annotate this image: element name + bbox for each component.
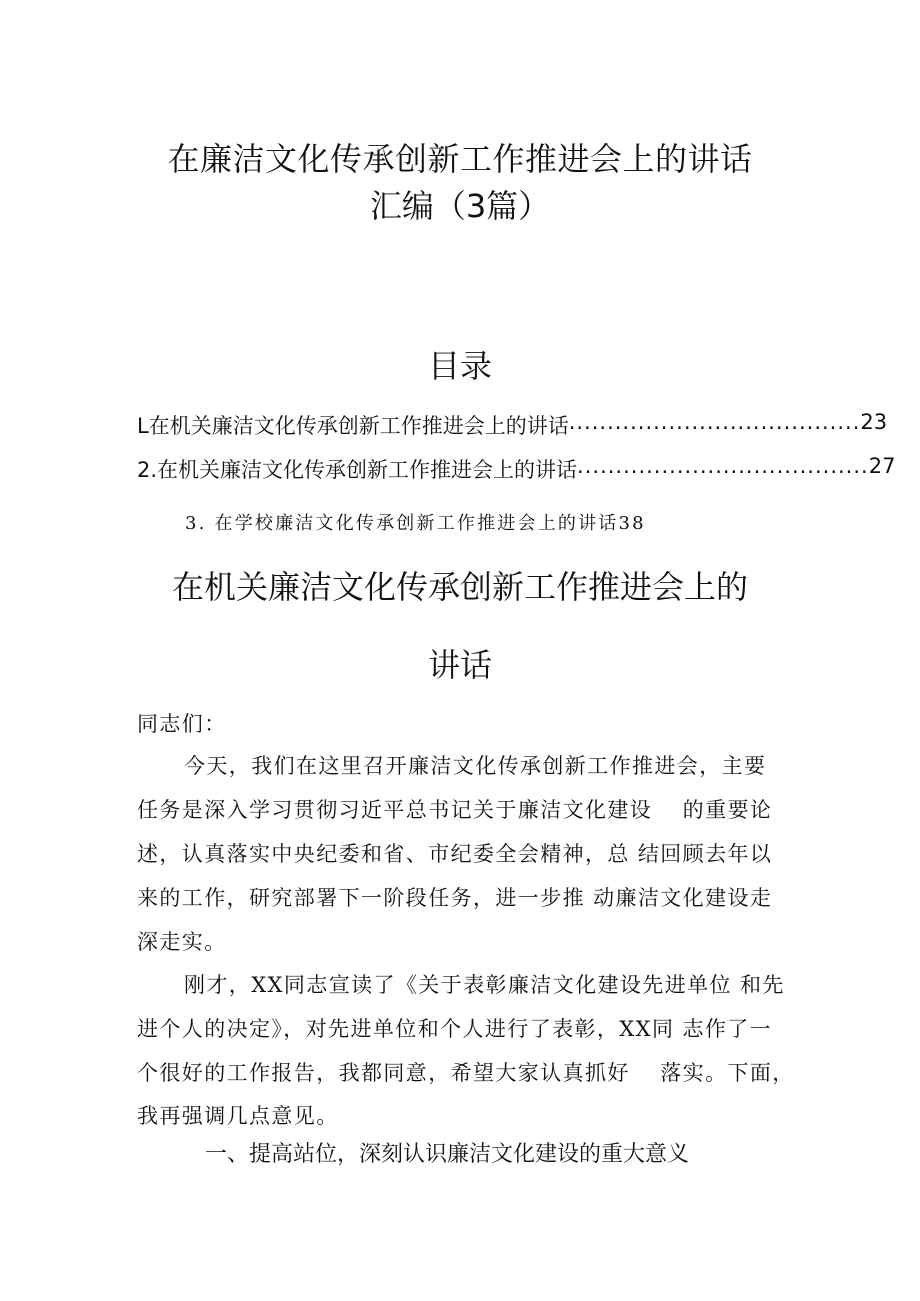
- body-line: 今天，我们在这里召开廉洁文化传承创新工作推进会，主要: [184, 754, 767, 778]
- salutation: 同志们：: [137, 712, 227, 736]
- toc-item-leader: ......................................: [568, 410, 861, 434]
- toc-item-2[interactable]: [137, 454, 896, 484]
- toc-heading: 目录: [427, 347, 492, 385]
- body-line: 进个人的决定》，对先进单位和个人进行了表彰，XX同 志作了一: [137, 1017, 773, 1041]
- speech-title-line1: 在机关廉洁文化传承创新工作推进会上的: [171, 568, 748, 606]
- toc-item-1[interactable]: [137, 410, 888, 440]
- toc-item-3[interactable]: 3. 在学校廉洁文化传承创新工作推进会上的讲话38: [185, 513, 646, 534]
- body-line: 我再强调几点意见。: [137, 1104, 339, 1128]
- document-title-line2: 汇编（3篇）: [369, 187, 551, 225]
- body-line: 个很好的工作报告，我都同意，希望大家认真抓好 落实。下面，: [137, 1061, 795, 1085]
- body-line: 来的工作，研究部署下一阶段任务，进一步推 动廉洁文化建设走: [137, 886, 773, 910]
- speech-title-line2: 讲话: [427, 646, 492, 684]
- body-line: 深走实。: [137, 930, 227, 954]
- toc-item-leader: ......................................: [577, 454, 869, 478]
- section-heading: 一、提高站位，深刻认识廉洁文化建设的重大意义: [205, 1142, 690, 1167]
- body-line: 任务是深入学习贯彻习近平总书记关于廉洁文化建设 的重要论: [137, 798, 773, 822]
- document-title-line1: 在廉洁文化传承创新工作推进会上的讲话: [167, 140, 753, 178]
- body-line: 刚才，XX同志宣读了《关于表彰廉洁文化建设先进单位 和先: [184, 973, 785, 997]
- toc-item-page: 23: [860, 410, 888, 434]
- toc-item-text: 2.在机关廉洁文化传承创新工作推进会上的讲话: [137, 458, 578, 482]
- body-line: 述，认真落实中央纪委和省、市纪委全会精神，总 结回顾去年以: [137, 842, 773, 866]
- toc-item-page: 27: [868, 454, 896, 478]
- toc-item-text: L在机关廉洁文化传承创新工作推进会上的讲话: [137, 414, 569, 438]
